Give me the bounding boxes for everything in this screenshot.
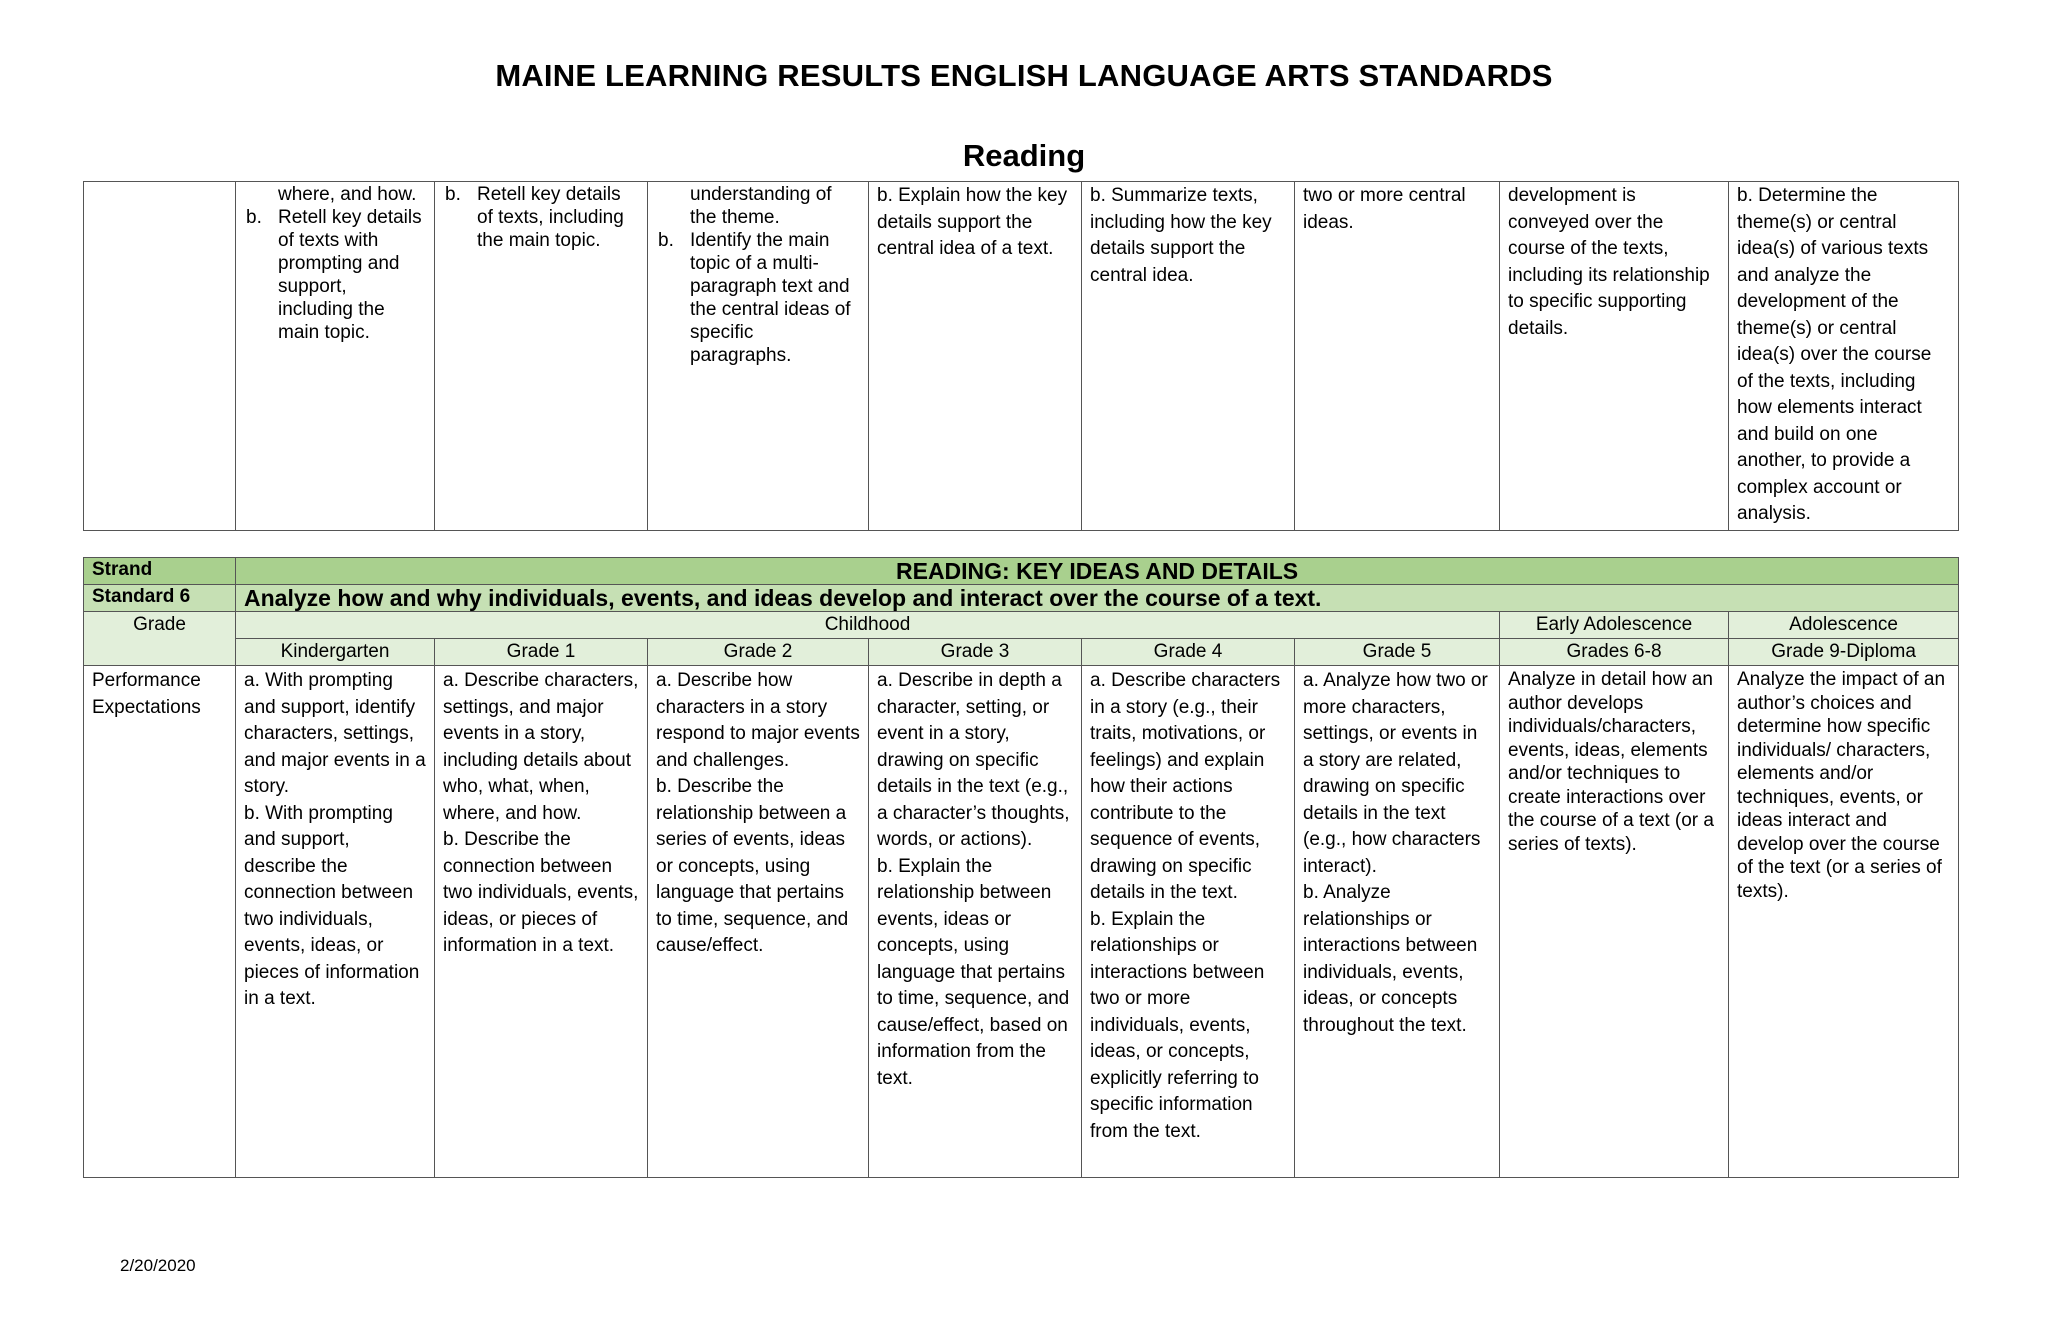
continuation-grade4: b. Summarize texts, including how the key details support the central idea.: [1082, 182, 1295, 531]
grade-header: Grade 2: [648, 639, 869, 666]
performance-label: Performance Expectations: [84, 666, 236, 1178]
performance-row: [84, 666, 1959, 1178]
continuation-row: [84, 182, 1959, 531]
grade-header: Grade 1: [435, 639, 648, 666]
continuation-grade5: two or more central ideas.: [1295, 182, 1500, 531]
expectation-grade9-diploma: Analyze the impact of an author’s choices and determine how specific individuals/ characters, elements and/or techniques, events, or ideas interact and develop over the course of the text (or a series of texts).: [1729, 666, 1959, 1178]
expectation-grades6-8: Analyze in detail how an author develops individuals/characters, events, ideas, elements and/or techniques to create interactions over the course of a text (or a series of texts).: [1500, 666, 1729, 1178]
grade-header: Grades 6-8: [1500, 639, 1729, 666]
list-item: where, and how.: [278, 184, 417, 205]
document-title: MAINE LEARNING RESULTS ENGLISH LANGUAGE ARTS STANDARDS: [495, 58, 1553, 93]
continuation-label-cell: [84, 182, 236, 531]
band-early-adolescence: Early Adolescence: [1500, 612, 1729, 639]
standard-label: Standard 6: [84, 585, 236, 612]
grade-header: Grade 3: [869, 639, 1082, 666]
list-item: b. Retell key details of texts with prompting and support, including the main topic.: [246, 207, 422, 343]
continuation-grade9-diploma: b. Determine the theme(s) or central idea(s) of various texts and analyze the development of the theme(s) or central idea(s) over the course of the texts, including how elements interact and build on one another, to provide a complex account or analysis.: [1729, 182, 1959, 531]
band-childhood: Childhood: [236, 612, 1500, 639]
expectation-kindergarten: a. With prompting and support, identify characters, settings, and major events in a story. b. With prompting and support, describe the connection between two individuals, events, ideas, or pieces of information in a text.: [236, 666, 435, 1178]
grade-header-row: [84, 639, 1959, 666]
band-adolescence: Adolescence: [1729, 612, 1959, 639]
list-item: b. Identify the main topic of a multi-paragraph text and the central ideas of specific paragraphs.: [658, 230, 851, 366]
list-item: understanding of the theme.: [690, 184, 832, 228]
strand-title: READING: KEY IDEAS AND DETAILS: [236, 558, 1959, 585]
continuation-kindergarten: [236, 182, 435, 531]
expectation-grade4: a. Describe characters in a story (e.g., their traits, motivations, or feelings) and explain how their actions contribute to the sequence of events, drawing on specific details in the text. b. Explain the relationships or interactions between two or more individuals, events, ideas, or concepts, explicitly referring to specific information from the text.: [1082, 666, 1295, 1178]
strand-row: [84, 558, 1959, 585]
grade-label: Grade: [84, 612, 236, 666]
band-row: [84, 612, 1959, 639]
continuation-grade1: [435, 182, 648, 531]
standard-table: [83, 557, 1959, 1178]
expectation-grade2: a. Describe how characters in a story respond to major events and challenges. b. Describe the relationship between a series of events, ideas or concepts, using language that pertains to time, sequence, and cause/effect.: [648, 666, 869, 1178]
grade-header: Grade 9-Diploma: [1729, 639, 1959, 666]
grade-header: Kindergarten: [236, 639, 435, 666]
grade-header: Grade 5: [1295, 639, 1500, 666]
continuation-grades6-8: development is conveyed over the course of the texts, including its relationship to specific supporting details.: [1500, 182, 1729, 531]
standard-row: [84, 585, 1959, 612]
section-title: Reading: [962, 138, 1086, 173]
grade-header: Grade 4: [1082, 639, 1295, 666]
continuation-grade3: b. Explain how the key details support the central idea of a text.: [869, 182, 1082, 531]
list-item: b. Retell key details of texts, including the main topic.: [445, 184, 624, 251]
expectation-grade5: a. Analyze how two or more characters, settings, or events in a story are related, drawing on specific details in the text (e.g., how characters interact). b. Analyze relationships or interactions between individuals, events, ideas, or concepts throughout the text.: [1295, 666, 1500, 1178]
continuation-table: [83, 181, 1959, 531]
footer-date: 2/20/2020: [120, 1256, 196, 1275]
strand-label: Strand: [84, 558, 236, 585]
expectation-grade1: a. Describe characters, settings, and major events in a story, including details about who, what, when, where, and how. b. Describe the connection between two individuals, events, ideas, or pieces of information in a text.: [435, 666, 648, 1178]
expectation-grade3: a. Describe in depth a character, setting, or event in a story, drawing on specific details in the text (e.g., a character’s thoughts, words, or actions). b. Explain the relationship between events, ideas or concepts, using language that pertains to time, sequence, and cause/effect, based on information from the text.: [869, 666, 1082, 1178]
standard-text: Analyze how and why individuals, events, and ideas develop and interact over the course of a text.: [236, 585, 1959, 612]
continuation-grade2: [648, 182, 869, 531]
